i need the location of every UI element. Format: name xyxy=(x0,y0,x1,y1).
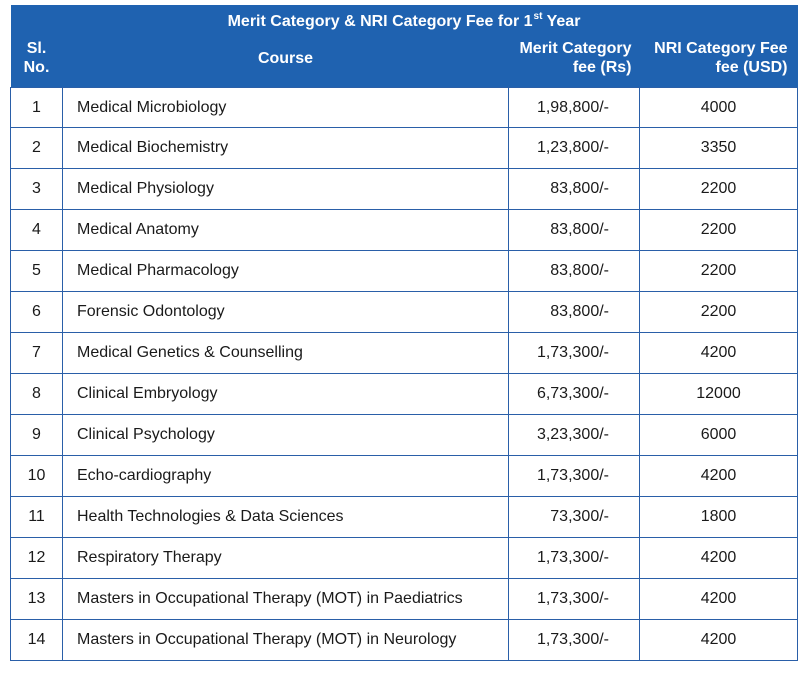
cell-merit-fee: 83,800/- xyxy=(509,251,640,292)
cell-course: Clinical Psychology xyxy=(63,415,509,456)
cell-sl: 5 xyxy=(11,251,63,292)
cell-course: Medical Microbiology xyxy=(63,88,509,128)
header-nri-fee xyxy=(640,35,798,88)
table-title-main: Merit Category & NRI Category Fee for 1 xyxy=(227,12,533,30)
cell-sl: 10 xyxy=(11,456,63,497)
cell-nri-fee: 6000 xyxy=(640,415,798,456)
cell-course: Medical Genetics & Counselling xyxy=(63,333,509,374)
cell-merit-fee: 3,23,300/- xyxy=(509,415,640,456)
cell-merit-fee: 6,73,300/- xyxy=(509,374,640,415)
cell-course: Forensic Odontology xyxy=(63,292,509,333)
table-row xyxy=(11,292,798,333)
cell-nri-fee: 2200 xyxy=(640,169,798,210)
cell-merit-fee: 83,800/- xyxy=(509,169,640,210)
cell-course: Masters in Occupational Therapy (MOT) in Neurology xyxy=(63,620,509,661)
cell-merit-fee: 1,98,800/- xyxy=(509,88,640,128)
cell-course: Medical Anatomy xyxy=(63,210,509,251)
header-sl-no xyxy=(11,35,63,88)
cell-course: Medical Pharmacology xyxy=(63,251,509,292)
cell-nri-fee: 2200 xyxy=(640,251,798,292)
cell-course: Health Technologies & Data Sciences xyxy=(63,497,509,538)
cell-sl: 12 xyxy=(11,538,63,579)
table-row xyxy=(11,251,798,292)
fee-table xyxy=(10,5,798,661)
cell-nri-fee: 1800 xyxy=(640,497,798,538)
cell-sl: 7 xyxy=(11,333,63,374)
cell-sl: 3 xyxy=(11,169,63,210)
cell-merit-fee: 1,73,300/- xyxy=(509,333,640,374)
cell-nri-fee: 2200 xyxy=(640,210,798,251)
cell-merit-fee: 83,800/- xyxy=(509,210,640,251)
cell-nri-fee: 4200 xyxy=(640,620,798,661)
table-row xyxy=(11,333,798,374)
cell-merit-fee: 1,23,800/- xyxy=(509,128,640,169)
cell-merit-fee: 1,73,300/- xyxy=(509,538,640,579)
cell-nri-fee: 4200 xyxy=(640,579,798,620)
cell-course: Medical Physiology xyxy=(63,169,509,210)
cell-sl: 1 xyxy=(11,88,63,128)
cell-nri-fee: 4200 xyxy=(640,456,798,497)
cell-course: Echo-cardiography xyxy=(63,456,509,497)
header-nri-line2: fee (USD) xyxy=(715,59,788,76)
cell-sl: 4 xyxy=(11,210,63,251)
cell-course: Respiratory Therapy xyxy=(63,538,509,579)
cell-nri-fee: 4200 xyxy=(640,333,798,374)
cell-nri-fee: 2200 xyxy=(640,292,798,333)
table-row xyxy=(11,538,798,579)
cell-sl: 6 xyxy=(11,292,63,333)
column-header-row xyxy=(11,35,798,88)
cell-course: Clinical Embryology xyxy=(63,374,509,415)
cell-sl: 14 xyxy=(11,620,63,661)
cell-merit-fee: 1,73,300/- xyxy=(509,456,640,497)
table-row xyxy=(11,579,798,620)
cell-nri-fee: 3350 xyxy=(640,128,798,169)
table-row xyxy=(11,620,798,661)
header-sl-line1: Sl. xyxy=(26,40,47,57)
cell-nri-fee: 4000 xyxy=(640,88,798,128)
table-row xyxy=(11,169,798,210)
table-title-row xyxy=(11,5,798,35)
table-row xyxy=(11,497,798,538)
header-merit-line1: Merit Category xyxy=(519,40,632,57)
cell-merit-fee: 1,73,300/- xyxy=(509,620,640,661)
table-row xyxy=(11,210,798,251)
table-row xyxy=(11,456,798,497)
table-title xyxy=(11,5,798,35)
cell-sl: 2 xyxy=(11,128,63,169)
table-row xyxy=(11,88,798,128)
header-merit-line2: fee (Rs) xyxy=(572,59,632,76)
cell-merit-fee: 83,800/- xyxy=(509,292,640,333)
cell-course: Medical Biochemistry xyxy=(63,128,509,169)
header-sl-line2: No. xyxy=(23,59,50,76)
table-row xyxy=(11,374,798,415)
header-merit-fee xyxy=(509,35,640,88)
table-row xyxy=(11,128,798,169)
fee-table-header xyxy=(11,5,798,88)
cell-nri-fee: 12000 xyxy=(640,374,798,415)
table-title-end: Year xyxy=(542,12,581,30)
cell-nri-fee: 4200 xyxy=(640,538,798,579)
cell-sl: 13 xyxy=(11,579,63,620)
cell-sl: 11 xyxy=(11,497,63,538)
header-nri-line1: NRI Category Fee xyxy=(654,40,788,57)
cell-merit-fee: 73,300/- xyxy=(509,497,640,538)
cell-course: Masters in Occupational Therapy (MOT) in Paediatrics xyxy=(63,579,509,620)
header-course xyxy=(63,35,509,88)
cell-sl: 9 xyxy=(11,415,63,456)
table-row xyxy=(11,415,798,456)
cell-sl: 8 xyxy=(11,374,63,415)
fee-table-body xyxy=(11,88,798,661)
header-course-label: Course xyxy=(257,49,314,67)
cell-merit-fee: 1,73,300/- xyxy=(509,579,640,620)
table-title-superscript: st xyxy=(533,11,543,23)
